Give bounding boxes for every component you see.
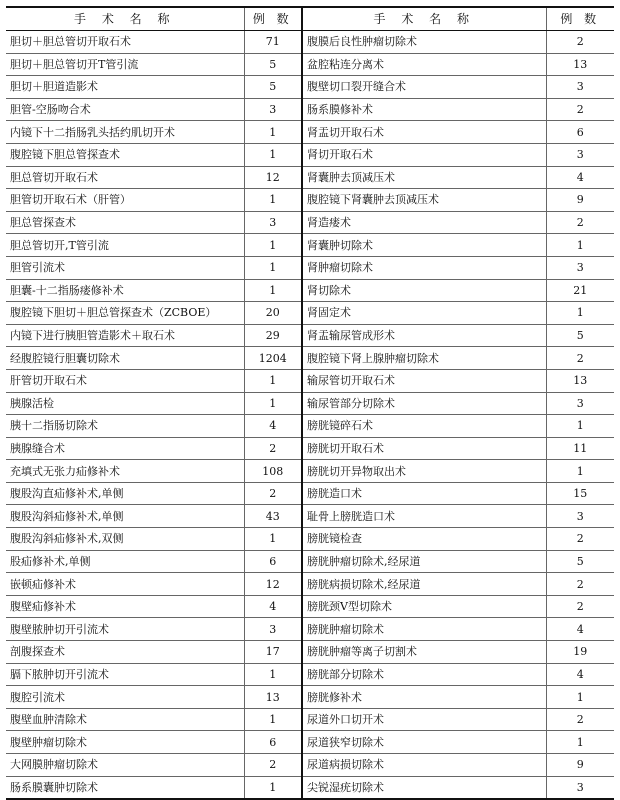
case-count-right: 4 [546,663,614,686]
procedure-name-left: 充填式无张力疝修补术 [6,460,244,483]
table-row [6,302,614,325]
procedure-name-left: 经腹腔镜行胆囊切除术 [6,347,244,370]
table-row [6,121,614,144]
procedure-name-right: 腹腔镜下肾囊肿去顶减压术 [302,189,546,212]
procedure-name-left: 腹腔镜下胆总管探查术 [6,143,244,166]
case-count-left: 1 [244,663,302,686]
table-row [6,754,614,777]
table-row [6,528,614,551]
case-count-right: 2 [546,595,614,618]
procedure-name-left: 腹壁脓肿切开引流术 [6,618,244,641]
table-row [6,98,614,121]
case-count-right: 19 [546,641,614,664]
procedure-name-right: 尖锐湿疣切除术 [302,776,546,799]
case-count-right: 2 [546,31,614,54]
procedure-name-right: 膀胱颈V型切除术 [302,595,546,618]
case-count-left: 12 [244,166,302,189]
table-row [6,166,614,189]
case-count-left: 3 [244,211,302,234]
table-row [6,686,614,709]
case-count-left: 1204 [244,347,302,370]
header-procedure-name-right: 手 术 名 称 [302,7,546,31]
case-count-left: 4 [244,595,302,618]
procedure-name-right: 腹腔镜下肾上腺肿瘤切除术 [302,347,546,370]
procedure-name-right: 输尿管部分切除术 [302,392,546,415]
case-count-right: 2 [546,98,614,121]
table-row [6,347,614,370]
case-count-right: 1 [546,460,614,483]
case-count-right: 2 [546,528,614,551]
table-row [6,53,614,76]
procedure-name-left: 胆切＋胆总管切开T管引流 [6,53,244,76]
procedure-name-right: 膀胱切开异物取出术 [302,460,546,483]
table-row [6,76,614,99]
case-count-right: 13 [546,53,614,76]
case-count-right: 13 [546,369,614,392]
table-row [6,279,614,302]
case-count-left: 1 [244,234,302,257]
table-row [6,234,614,257]
procedure-name-right: 膀胱镜检查 [302,528,546,551]
case-count-left: 1 [244,708,302,731]
procedure-name-left: 腹壁肿瘤切除术 [6,731,244,754]
procedure-name-left: 胰腺活检 [6,392,244,415]
header-case-count-right: 例 数 [546,7,614,31]
procedure-name-left: 胆总管切开取石术 [6,166,244,189]
case-count-left: 1 [244,256,302,279]
case-count-left: 12 [244,573,302,596]
table-row [6,143,614,166]
case-count-left: 5 [244,76,302,99]
procedure-name-right: 腹膜后良性肿瘤切除术 [302,31,546,54]
case-count-right: 3 [546,76,614,99]
case-count-left: 4 [244,415,302,438]
procedure-name-left: 大网膜肿瘤切除术 [6,754,244,777]
case-count-right: 1 [546,731,614,754]
procedure-name-right: 膀胱切开取石术 [302,437,546,460]
procedure-name-right: 膀胱镜碎石术 [302,415,546,438]
case-count-left: 6 [244,731,302,754]
case-count-left: 1 [244,369,302,392]
case-count-right: 5 [546,324,614,347]
procedure-name-right: 肾囊肿去顶减压术 [302,166,546,189]
procedure-name-left: 胆管引流术 [6,256,244,279]
procedure-name-left: 胆管切开取石术（肝管） [6,189,244,212]
surgery-statistics-table [6,6,614,800]
case-count-right: 4 [546,166,614,189]
procedure-name-right: 膀胱病损切除术,经尿道 [302,573,546,596]
case-count-right: 2 [546,708,614,731]
table-row [6,324,614,347]
case-count-right: 3 [546,143,614,166]
case-count-left: 29 [244,324,302,347]
case-count-right: 4 [546,618,614,641]
procedure-name-left: 胆总管切开,T管引流 [6,234,244,257]
procedure-name-left: 腹股沟斜疝修补术,双侧 [6,528,244,551]
procedure-name-left: 胆囊-十二指肠瘘修补术 [6,279,244,302]
procedure-name-right: 肾切除术 [302,279,546,302]
procedure-name-left: 剖腹探查术 [6,641,244,664]
case-count-left: 13 [244,686,302,709]
procedure-name-left: 腹腔引流术 [6,686,244,709]
table-row [6,505,614,528]
procedure-name-left: 内镜下进行胰胆管造影术＋取石术 [6,324,244,347]
case-count-left: 1 [244,528,302,551]
case-count-left: 1 [244,143,302,166]
procedure-name-left: 膈下脓肿切开引流术 [6,663,244,686]
procedure-name-right: 膀胱肿瘤切除术,经尿道 [302,550,546,573]
case-count-right: 11 [546,437,614,460]
case-count-right: 15 [546,482,614,505]
table-row [6,641,614,664]
procedure-name-left: 胆总管探查术 [6,211,244,234]
procedure-name-right: 输尿管切开取石术 [302,369,546,392]
table-body [6,31,614,800]
procedure-name-left: 胆管-空肠吻合术 [6,98,244,121]
table-row [6,731,614,754]
table-header [6,7,614,31]
table-row [6,595,614,618]
table-row [6,256,614,279]
procedure-name-left: 股疝修补术,单侧 [6,550,244,573]
procedure-name-left: 腹股沟直疝修补术,单侧 [6,482,244,505]
table-row [6,460,614,483]
case-count-left: 17 [244,641,302,664]
table-row [6,663,614,686]
procedure-name-left: 肝管切开取石术 [6,369,244,392]
case-count-left: 3 [244,98,302,121]
table-row [6,369,614,392]
case-count-left: 3 [244,618,302,641]
case-count-right: 2 [546,211,614,234]
case-count-right: 1 [546,686,614,709]
procedure-name-right: 肾盂切开取石术 [302,121,546,144]
table-row [6,211,614,234]
case-count-right: 21 [546,279,614,302]
procedure-name-left: 肠系膜囊肿切除术 [6,776,244,799]
procedure-name-left: 胰十二指肠切除术 [6,415,244,438]
procedure-name-left: 内镜下十二指肠乳头括约肌切开术 [6,121,244,144]
table-row [6,31,614,54]
case-count-left: 5 [244,53,302,76]
procedure-name-left: 胆切＋胆道造影术 [6,76,244,99]
procedure-name-left: 腹腔镜下胆切＋胆总管探查术（ZCBOE） [6,302,244,325]
case-count-left: 2 [244,437,302,460]
case-count-left: 2 [244,482,302,505]
procedure-name-right: 肾盂输尿管成形术 [302,324,546,347]
procedure-name-right: 耻骨上膀胱造口术 [302,505,546,528]
case-count-right: 3 [546,392,614,415]
table-row [6,550,614,573]
case-count-right: 1 [546,415,614,438]
case-count-right: 3 [546,256,614,279]
procedure-name-left: 腹壁血肿清除术 [6,708,244,731]
case-count-right: 2 [546,347,614,370]
procedure-name-right: 膀胱修补术 [302,686,546,709]
procedure-name-right: 尿道外口切开术 [302,708,546,731]
case-count-left: 1 [244,392,302,415]
table-row [6,415,614,438]
procedure-name-right: 肾肿瘤切除术 [302,256,546,279]
case-count-left: 1 [244,121,302,144]
case-count-right: 9 [546,189,614,212]
table-row [6,392,614,415]
case-count-right: 9 [546,754,614,777]
procedure-name-left: 嵌顿疝修补术 [6,573,244,596]
header-case-count-left: 例 数 [244,7,302,31]
procedure-name-right: 肾囊肿切除术 [302,234,546,257]
case-count-right: 1 [546,302,614,325]
procedure-name-left: 胆切＋胆总管切开取石术 [6,31,244,54]
case-count-left: 1 [244,776,302,799]
table-row [6,708,614,731]
procedure-name-left: 胰腺缝合术 [6,437,244,460]
case-count-left: 1 [244,279,302,302]
case-count-left: 6 [244,550,302,573]
case-count-left: 43 [244,505,302,528]
case-count-left: 108 [244,460,302,483]
procedure-name-right: 膀胱肿瘤等离子切割术 [302,641,546,664]
case-count-left: 20 [244,302,302,325]
table-row [6,437,614,460]
procedure-name-right: 尿道病损切除术 [302,754,546,777]
table-row [6,776,614,799]
table-row [6,573,614,596]
case-count-right: 3 [546,505,614,528]
table-row [6,618,614,641]
procedure-name-right: 膀胱造口术 [302,482,546,505]
procedure-name-left: 腹股沟斜疝修补术,单侧 [6,505,244,528]
procedure-name-right: 腹壁切口裂开缝合术 [302,76,546,99]
procedure-name-left: 腹壁疝修补术 [6,595,244,618]
header-procedure-name-left: 手 术 名 称 [6,7,244,31]
case-count-right: 5 [546,550,614,573]
table-row [6,482,614,505]
procedure-name-right: 肾切开取石术 [302,143,546,166]
procedure-name-right: 肠系膜修补术 [302,98,546,121]
procedure-name-right: 膀胱肿瘤切除术 [302,618,546,641]
case-count-right: 1 [546,234,614,257]
case-count-left: 2 [244,754,302,777]
case-count-left: 71 [244,31,302,54]
procedure-name-right: 肾固定术 [302,302,546,325]
case-count-right: 6 [546,121,614,144]
procedure-name-right: 膀胱部分切除术 [302,663,546,686]
table-row [6,189,614,212]
procedure-name-right: 盆腔粘连分离术 [302,53,546,76]
procedure-name-right: 肾造瘘术 [302,211,546,234]
case-count-right: 3 [546,776,614,799]
case-count-right: 2 [546,573,614,596]
case-count-left: 1 [244,189,302,212]
procedure-name-right: 尿道狭窄切除术 [302,731,546,754]
